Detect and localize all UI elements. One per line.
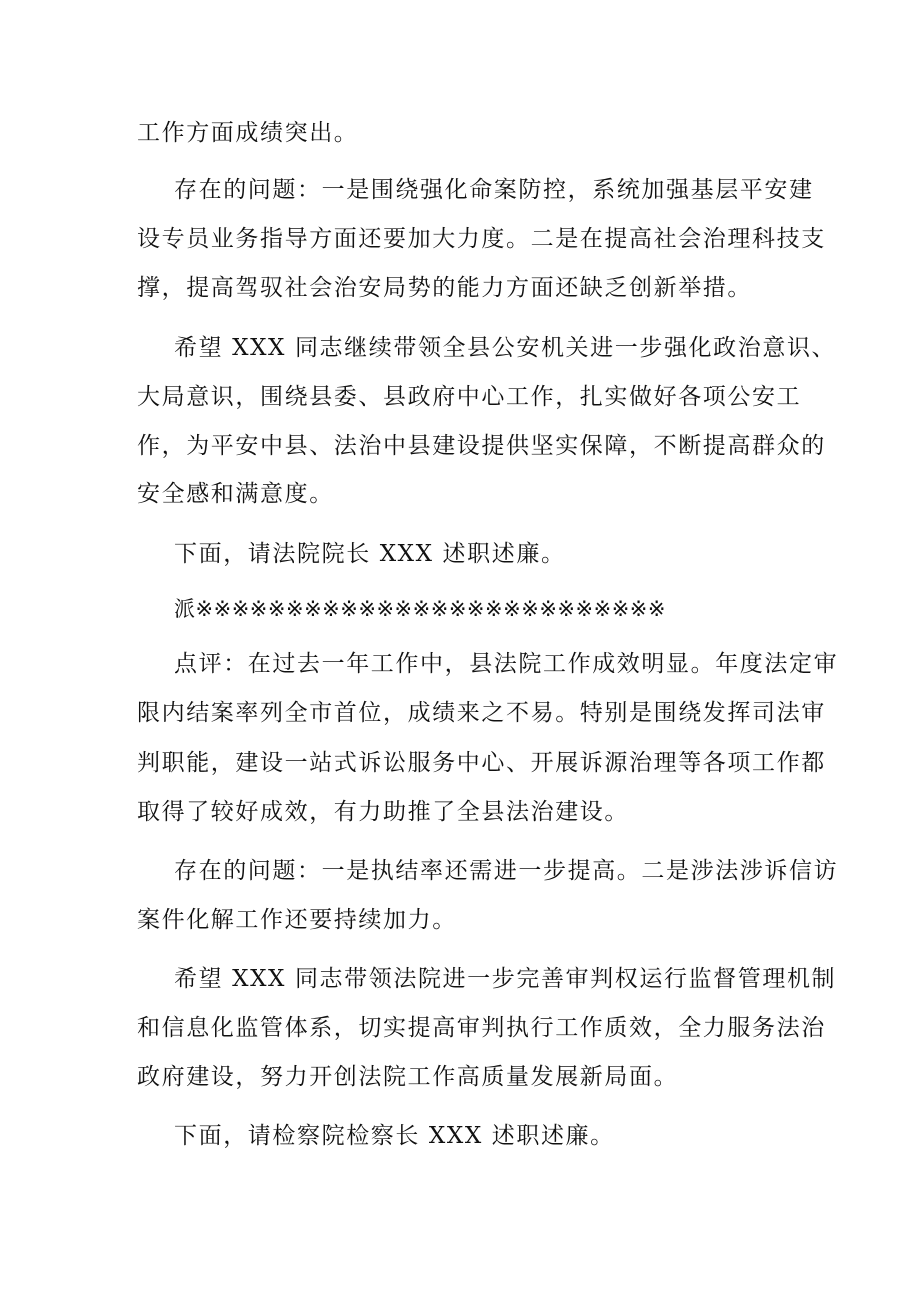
text-line: 希望 XXX 同志带领法院进一步完善审判权运行监督管理机制 — [174, 966, 837, 992]
text-line: 存在的问题：一是执结率还需进一步提高。二是涉法涉诉信访 — [174, 858, 839, 884]
text-line: 存在的问题：一是围绕强化命案防控，系统加强基层平安建 — [174, 177, 814, 203]
text-line: 大局意识，围绕县委、县政府中心工作，扎实做好各项公安工 — [137, 384, 802, 410]
text-line: 下面，请检察院检察长 XXX 述职述廉。 — [174, 1123, 615, 1149]
text-line: 撑，提高驾驭社会治安局势的能力方面还缺乏创新举措。 — [137, 275, 752, 301]
text-line: 取得了较好成效，有力助推了全县法治建设。 — [137, 799, 629, 825]
text-line: 和信息化监管体系，切实提高审判执行工作质效，全力服务法治 — [137, 1015, 826, 1041]
text-line: 安全感和满意度。 — [137, 481, 334, 507]
text-line: 希望 XXX 同志继续带领全县公安机关进一步强化政治意识、 — [174, 335, 837, 361]
text-line: 设专员业务指导方面还要加大力度。二是在提高社会治理科技支 — [137, 226, 826, 252]
text-line: 点评：在过去一年工作中，县法院工作成效明显。年度法定审 — [174, 651, 839, 677]
text-line: 工作方面成绩突出。 — [137, 120, 359, 146]
separator-line: 派※※※※※※※※※※※※※※※※※※※※※※※※※※ — [174, 597, 666, 621]
text-line: 作，为平安中县、法治中县建设提供坚实保障，不断提高群众的 — [137, 433, 826, 459]
text-line: 限内结案率列全市首位，成绩来之不易。特别是围绕发挥司法审 — [137, 700, 826, 726]
text-line: 政府建设，努力开创法院工作高质量发展新局面。 — [137, 1064, 679, 1090]
text-line: 下面，请法院院长 XXX 述职述廉。 — [174, 541, 566, 567]
text-line: 判职能，建设一站式诉讼服务中心、开展诉源治理等各项工作都 — [137, 750, 826, 776]
text-line: 案件化解工作还要持续加力。 — [137, 907, 457, 933]
